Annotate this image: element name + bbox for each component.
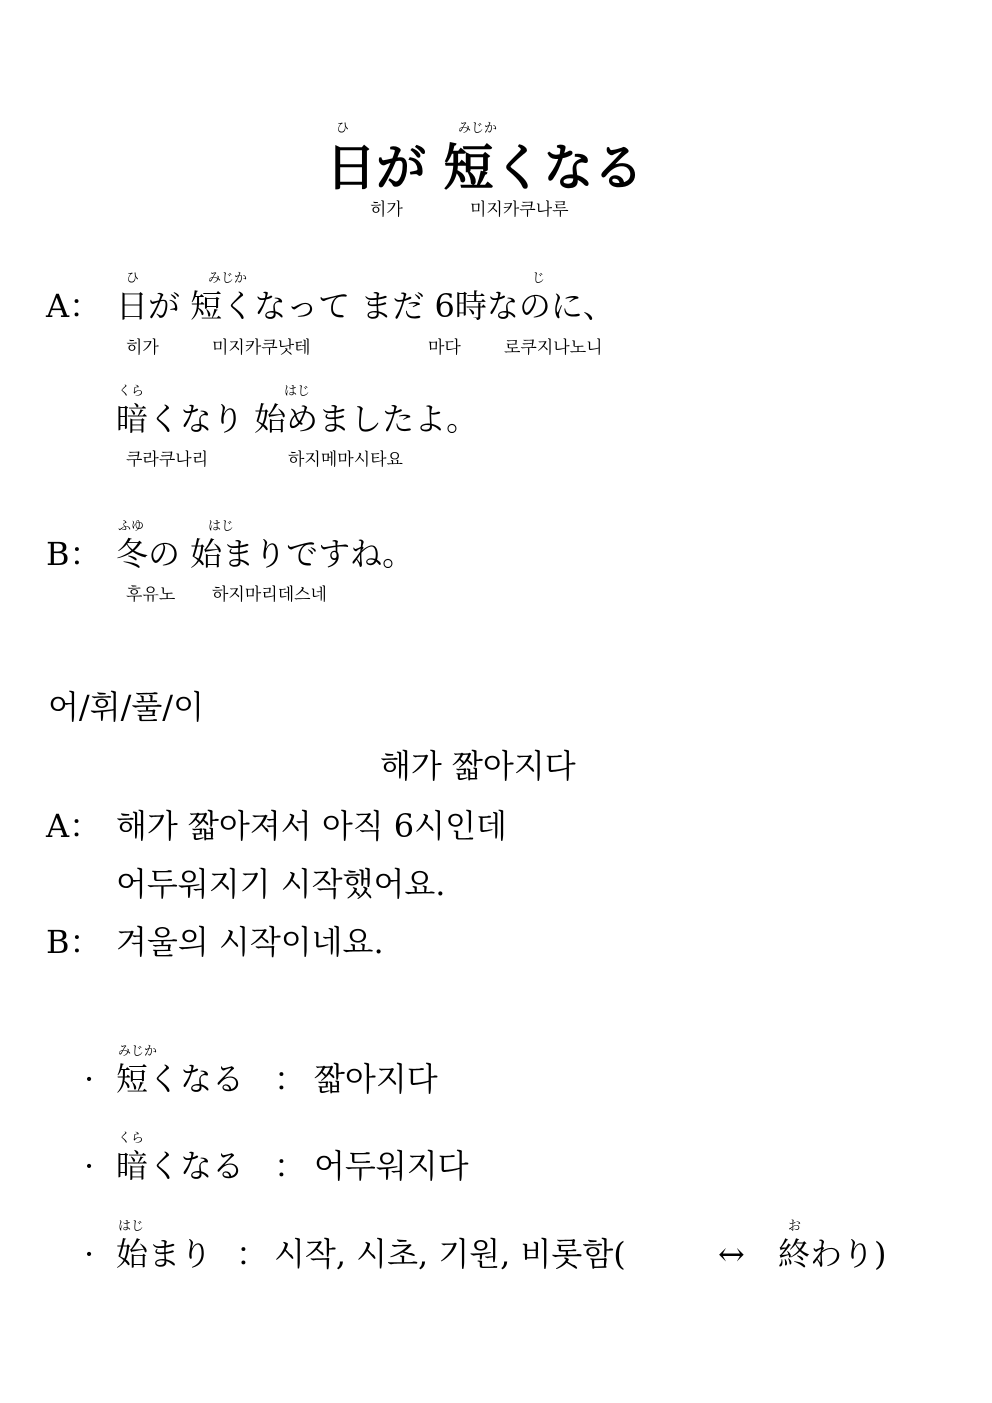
speaker-a: A：: [46, 287, 102, 325]
antonym-arrow: ↔: [718, 1235, 745, 1273]
speaker-b: B：: [46, 923, 102, 961]
ruby: ひ: [126, 271, 140, 286]
pron: 미지카쿠낫테: [212, 338, 311, 358]
dialog-line-a1: 日が 短くなって まだ 6時なのに、: [116, 287, 615, 325]
pron: 하지마리데스네: [212, 585, 327, 605]
ruby: ふゆ: [118, 519, 145, 534]
translation-b1: 겨울의 시작이네요.: [116, 923, 384, 961]
title-pron-2: 미지카쿠나루: [470, 200, 569, 220]
page-title: 日が 短くなる: [326, 139, 644, 197]
colon: ：: [274, 1147, 307, 1185]
ruby: くら: [118, 384, 145, 399]
vocab-title: 해가 짧아지다: [380, 747, 576, 785]
vocab-term: 始まり: [116, 1235, 213, 1273]
ruby: はじ: [284, 384, 311, 399]
bullet: ·: [84, 1147, 95, 1185]
dialog-line-b1: 冬の 始まりですね。: [116, 535, 415, 573]
vocab-term: 暗くなる: [116, 1147, 245, 1185]
vocab-term: 短くなる: [116, 1060, 245, 1098]
dialog-line-a2: 暗くなり 始めましたよ。: [116, 400, 479, 438]
ruby: お: [788, 1219, 802, 1234]
vocab-heading: 어/휘/풀/이: [48, 688, 204, 726]
ruby: はじ: [208, 519, 235, 534]
translation-a1: 해가 짧아져서 아직 6시인데: [116, 807, 507, 845]
pron: 로쿠지나노니: [504, 338, 603, 358]
speaker-b: B：: [46, 535, 102, 573]
vocab-meaning: 짧아지다: [314, 1060, 438, 1098]
colon: ：: [236, 1235, 269, 1273]
ruby: みじか: [208, 271, 248, 286]
pron: 히가: [126, 338, 159, 358]
title-pron-1: 히가: [370, 200, 403, 220]
ruby: じ: [532, 271, 546, 286]
vocab-meaning: 어두워지다: [314, 1147, 469, 1185]
pron: 쿠라쿠나리: [126, 450, 209, 470]
antonym-term: 終わり): [778, 1235, 887, 1273]
title-ruby-mijika: みじか: [458, 121, 498, 136]
pron: 마다: [428, 338, 461, 358]
vocab-meaning: 시작, 시초, 기원, 비롯함(: [274, 1235, 626, 1273]
pron: 후유노: [126, 585, 176, 605]
speaker-a: A：: [46, 807, 102, 845]
translation-a2: 어두워지기 시작했어요.: [116, 865, 446, 903]
ruby: はじ: [118, 1219, 145, 1234]
ruby: みじか: [118, 1044, 158, 1059]
pron: 하지메마시타요: [288, 450, 403, 470]
bullet: ·: [84, 1235, 95, 1273]
title-ruby-hi: ひ: [336, 121, 350, 136]
bullet: ·: [84, 1060, 95, 1098]
ruby: くら: [118, 1131, 145, 1146]
colon: ：: [274, 1060, 307, 1098]
